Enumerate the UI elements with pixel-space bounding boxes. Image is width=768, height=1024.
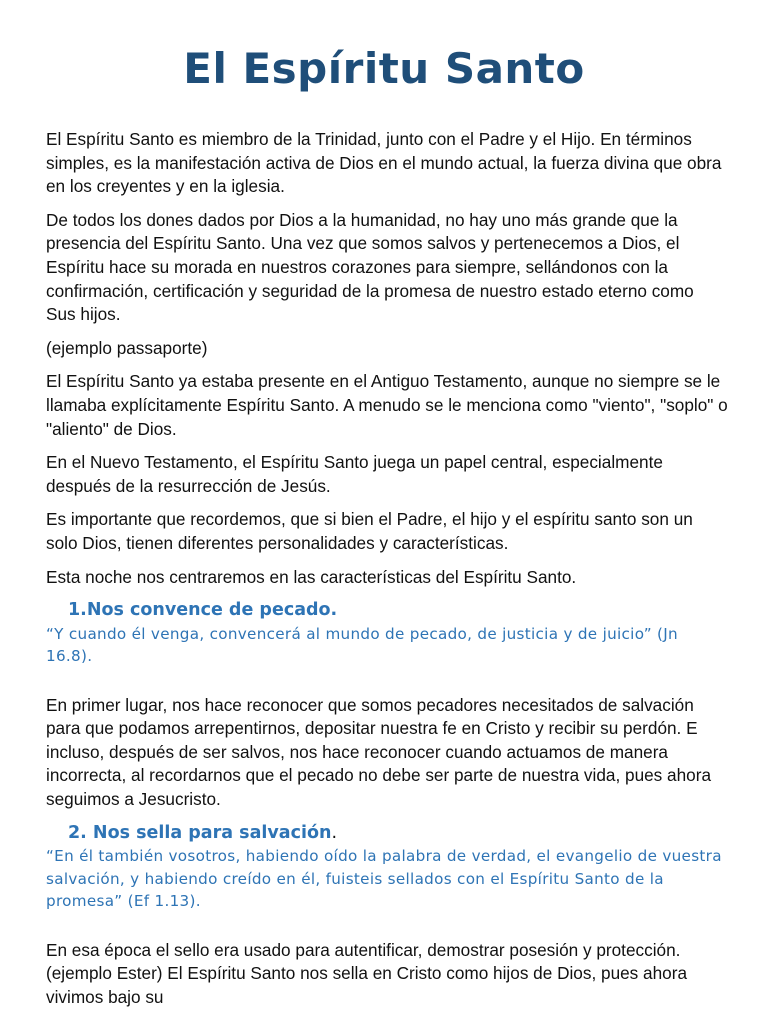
paragraph-2: De todos los dones dados por Dios a la humanidad, no hay uno más grande que la presencia del Espíritu Santo. Una vez que somos salvos y pertenecemos a Dios, el Espíritu hace su morada en nuestros corazones para siempre, sellándonos con la confirmación, certificación y seguridad de la promesa de nuestro estado eterno como Sus hijos. <box>46 209 694 325</box>
section-1-heading <box>46 599 728 623</box>
section-2-heading <box>46 822 728 846</box>
section-2-quote: “En él también vosotros, habiendo oído la palabra de verdad, el evangelio de vuestra salvación, y habiendo creído en él, fuisteis sellados con el Espíritu Santo de la promesa” (Ef 1.13). <box>46 847 722 911</box>
paragraph-6: Es importante que recordemos, que si bien el Padre, el hijo y el espíritu santo son un solo Dios, tienen diferentes personalidades y características. <box>46 509 693 553</box>
section-1-heading-text: Nos convence de pecado. <box>86 600 338 621</box>
page-title: El Espíritu Santo <box>183 44 585 93</box>
section-2-paragraph: En esa época el sello era usado para autentificar, demostrar posesión y protección. (ejemplo Ester) El Espíritu Santo nos sella en Cristo como hijos de Dios, pues ahora vivimos bajo su <box>46 939 688 1007</box>
paragraph-4: El Espíritu Santo ya estaba presente en el Antiguo Testamento, aunque no siempre se le llamaba explícitamente Espíritu Santo. A menudo se le menciona como "viento", "soplo" o "aliento" de Dios. <box>46 371 728 439</box>
section-2-heading-text: Nos sella para salvación <box>92 822 332 843</box>
paragraph-1: El Espíritu Santo es miembro de la Trinidad, junto con el Padre y el Hijo. En términos simples, es la manifestación activa de Dios en el mundo actual, la fuerza divina que obra en los creyentes y en la iglesia. <box>46 129 722 197</box>
section-1-quote: “Y cuando él venga, convencerá al mundo de pecado, de justicia y de juicio” (Jn 16.8). <box>46 624 678 666</box>
paragraph-7: Esta noche nos centraremos en las características del Espíritu Santo. <box>46 566 577 587</box>
section-1-paragraph: En primer lugar, nos hace reconocer que somos pecadores necesitados de salvación para que podamos arrepentirnos, depositar nuestra fe en Cristo y recibir su perdón. E incluso, después de ser salvos, nos hace reconocer cuando actuamos de manera incorrecta, al recordarnos que el pecado no debe ser parte de nuestra vida, pues ahora seguimos a Jesucristo. <box>46 694 712 810</box>
section-1-number: 1. <box>68 600 87 621</box>
paragraph-3: (ejemplo passaporte) <box>46 337 208 358</box>
paragraph-5: En el Nuevo Testamento, el Espíritu Santo juega un papel central, especialmente después de la resurrección de Jesús. <box>46 452 663 496</box>
section-2-number: 2. <box>68 822 87 843</box>
document-body <box>46 128 728 1020</box>
section-2-heading-suffix: . <box>331 822 338 843</box>
